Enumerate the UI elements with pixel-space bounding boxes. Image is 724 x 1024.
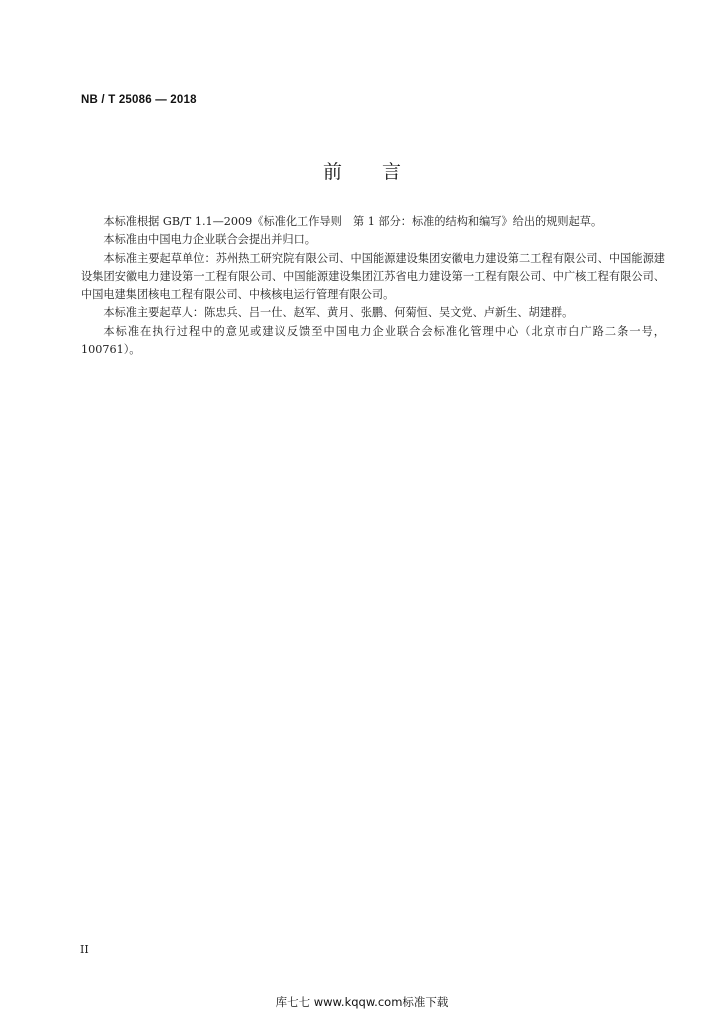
footer-watermark: 库七七 www.kqqw.com标准下载 (275, 995, 449, 1009)
paragraph-drafting-units: 本标准主要起草单位：苏州热工研究院有限公司、中国能源建设集团安徽电力建设第二工程有限公司、中国能源建设集团安徽电力建设第一工程有限公司、中国能源建设集团江苏省电力建设第一工程有限公司、中广核工程有限公司、中国电建集团核电工程有限公司、中核核电运行管理有限公司。 (81, 251, 665, 302)
standard-code-header: NB / T 25086 — 2018 (81, 94, 197, 106)
page-title: 前言 (322, 161, 441, 183)
paragraph-feedback: 本标准在执行过程中的意见或建议反馈至中国电力企业联合会标准化管理中心（北京市白广路二条一号，100761）。 (81, 324, 665, 357)
foreword-body (81, 213, 665, 359)
page-number: II (80, 943, 89, 956)
paragraph-proposer: 本标准由中国电力企业联合会提出并归口。 (103, 233, 316, 247)
paragraph-drafters: 本标准主要起草人：陈忠兵、吕一仕、赵军、黄月、张鹏、何菊恒、吴文党、卢新生、胡建群。 (103, 306, 574, 320)
paragraph-drafting-rules: 本标准根据 GB/T 1.1—2009《标准化工作导则 第 1 部分：标准的结构和编写》给出的规则起草。 (103, 215, 603, 228)
